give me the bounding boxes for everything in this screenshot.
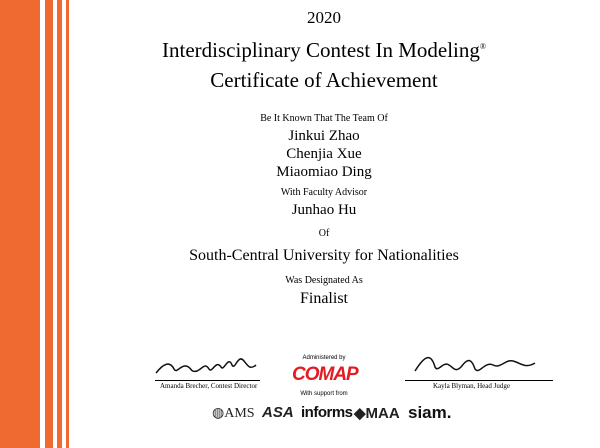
ams-globe-icon: ◍ — [212, 406, 225, 421]
advisor-intro: With Faculty Advisor — [280, 187, 368, 198]
team-member: Chenjia Xue — [286, 146, 362, 162]
informs-logo: informs — [301, 404, 353, 421]
advisor-name: Junhao Hu — [291, 202, 357, 218]
comap-logo: COMAP — [292, 364, 358, 385]
registered-mark: ® — [479, 42, 486, 51]
maa-text: MAA — [365, 405, 400, 422]
judge-caption: Kayla Blyman, Head Judge — [433, 382, 510, 390]
director-caption: Amanda Brecher, Contest Director — [160, 382, 258, 390]
year: 2020 — [307, 8, 341, 27]
designation-intro: Was Designated As — [285, 275, 363, 286]
judge-signature-line — [405, 380, 553, 381]
orange-stripe-thin — [57, 0, 62, 448]
university-name: South-Central University for Nationalities — [189, 247, 459, 264]
support-label: With support from — [300, 391, 348, 397]
maa-emblem-icon: ◆ — [354, 405, 366, 422]
certificate-title: Certificate of Achievement — [210, 68, 438, 92]
contest-name — [92, 38, 556, 63]
siam-logo: siam. — [408, 403, 452, 422]
contest-name-text: Interdisciplinary Contest In Modeling — [162, 38, 480, 62]
ams-logo — [212, 405, 255, 422]
team-intro: Be It Known That The Team Of — [260, 113, 388, 124]
maa-logo — [354, 404, 400, 422]
orange-stripe-wide — [0, 0, 40, 448]
judge-signature — [405, 347, 555, 381]
orange-stripe-medium — [45, 0, 53, 448]
director-signature — [150, 347, 270, 381]
orange-stripe-thinnest — [66, 0, 69, 448]
team-member: Miaomiao Ding — [276, 164, 372, 180]
director-signature-line — [155, 380, 260, 381]
of-text: Of — [318, 228, 330, 239]
designation: Finalist — [299, 290, 348, 307]
administered-by-label: Administered by — [302, 355, 346, 361]
ams-text: AMS — [224, 406, 255, 421]
team-member: Jinkui Zhao — [288, 128, 360, 144]
asa-logo: ASA — [262, 404, 294, 421]
